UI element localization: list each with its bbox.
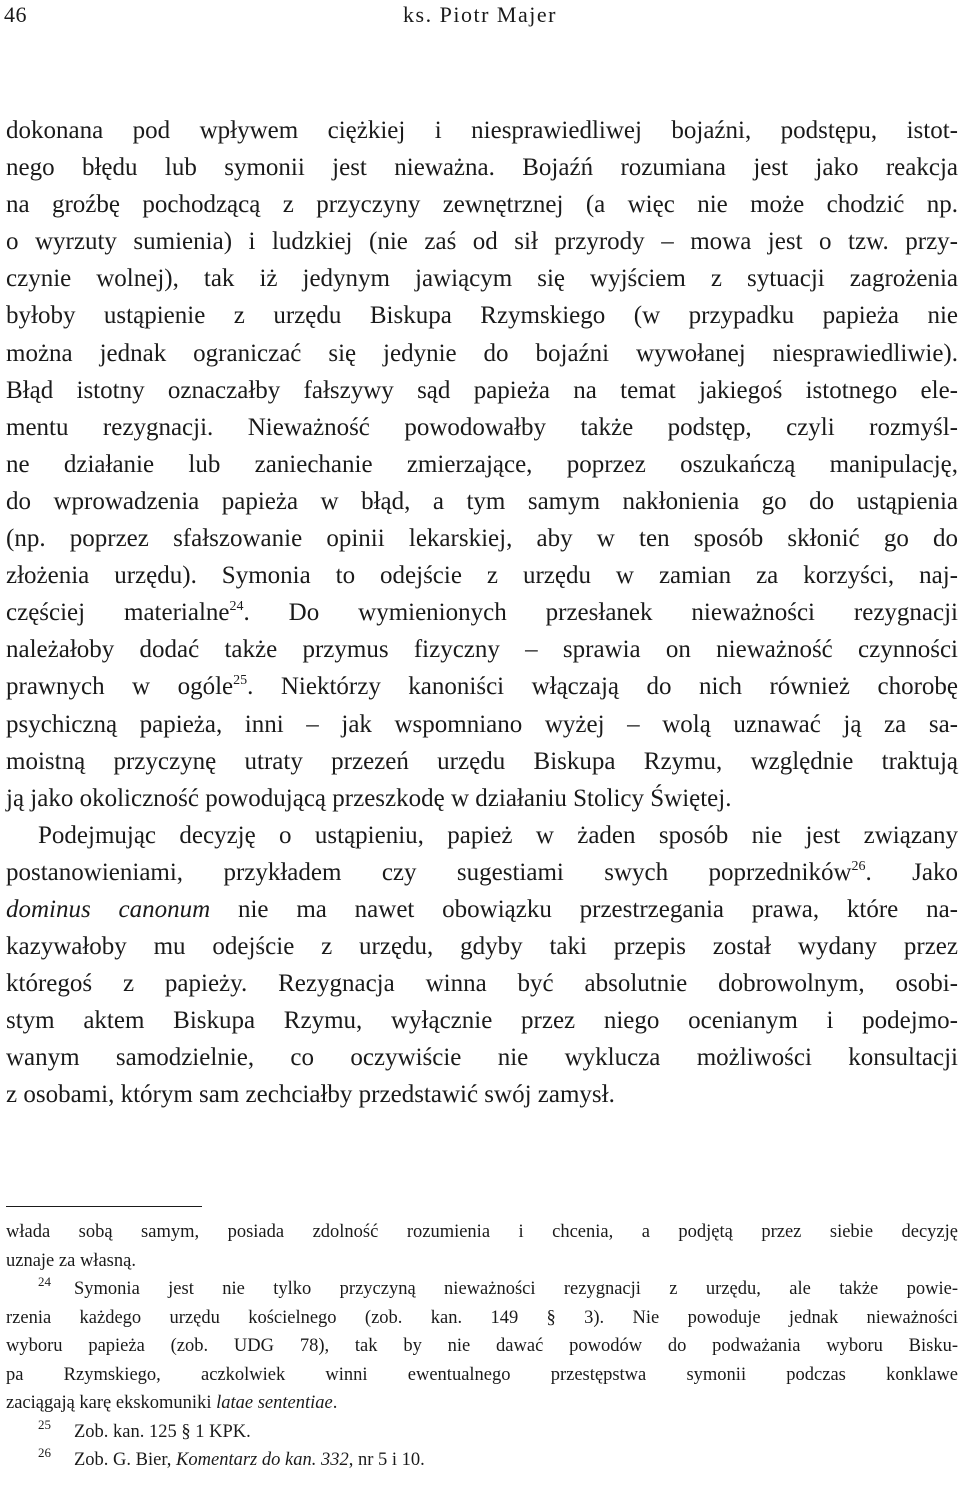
text-line: z osobami, którym sam zechciałby przedstawić swój zamysł. — [6, 1081, 615, 1109]
text-line — [6, 854, 958, 891]
text-segment: częściej materialne — [6, 599, 230, 627]
footnote-line: pa Rzymskiego, aczkolwiek winni ewentualnego przestępstwa symonii podczas konklawe — [6, 1364, 958, 1385]
footnote-25: 25 Zob. kan. 125 § 1 KPK. — [38, 1416, 251, 1442]
footnote-text: . — [332, 1393, 338, 1413]
footnotes — [6, 1218, 958, 1475]
footnote-line: wyboru papieża (zob. UDG 78), tak by nie dawać powodów do podważania wyboru Bisku- — [6, 1336, 958, 1356]
footnote-text: Zob. kan. 125 § 1 KPK. — [74, 1421, 251, 1442]
footnote-text: , nr 5 i 10. — [348, 1450, 425, 1470]
text-line: nego błędu lub symonii jest nieważna. Bojaźń rozumiana jest jako reakcja — [6, 154, 958, 182]
page-number: 46 — [4, 2, 27, 27]
text-line: o wyrzuty sumienia) i ludzkiej (nie zaś od sił przyrody – mowa jest o tzw. przy- — [6, 228, 958, 256]
text-line — [6, 891, 958, 928]
text-line: stym aktem Biskupa Rzymu, wyłącznie przez niego ocenianym i podejmo- — [6, 1007, 958, 1035]
text-line: złożenia urzędu). Symonia to odejście z urzędu w zamian za korzyści, naj- — [6, 562, 958, 590]
footnote-24: 24 Symonia jest nie tylko przyczyną nieważności rezygnacji z urzędu, ale także powie- — [38, 1274, 958, 1299]
text-line: dokonana pod wpływem ciężkiej i niesprawiedliwej bojaźni, podstępu, istot- — [6, 117, 958, 144]
text-line — [6, 594, 958, 631]
text-line: któregoś z papieży. Rezygnacja winna być absolutnie dobrowolnym, osobi- — [6, 970, 958, 998]
footnote-ref-25: 25 — [233, 673, 248, 689]
text-line: (np. poprzez sfałszowanie opinii lekarskiej, aby w ten sposób skłonić go do — [6, 525, 958, 553]
text-line: ne działanie lub zaniechanie zmierzające, poprzez oszukańczą manipulację, — [6, 450, 958, 478]
footnote-separator — [6, 1206, 202, 1207]
text-segment: . Do wymienionych przesłanek nieważności rezygnacji — [243, 599, 958, 627]
text-line: moistną przyczynę utraty przezeń urzędu Biskupa Rzymu, względnie traktują — [6, 747, 958, 775]
text-segment: postanowieniami, przykładem czy sugestiami swych poprzedników — [6, 858, 852, 886]
footnote-text: Zob. G. Bier, — [74, 1450, 177, 1470]
text-line: Błąd istotny oznaczałby fałszywy sąd papieża na temat jakiegoś istotnego ele- — [6, 376, 958, 404]
italic-term: latae sententiae — [216, 1393, 333, 1413]
footnote-26: 26 Zob. G. Bier, Komentarz do kan. 332, nr 5 i 10. — [38, 1445, 425, 1470]
text-line: psychiczną papieża, inni – jak wspomniano wyżej – wolą uznawać ją za sa- — [6, 710, 958, 738]
italic-term: dominus canonum — [6, 895, 211, 923]
text-line: kazywałoby mu odejście z urzędu, gdyby taki przepis został wydany przez — [6, 933, 958, 961]
text-segment: prawnych w ogóle — [6, 673, 234, 701]
text-line: mentu rezygnacji. Nieważność powodowałby także podstęp, czyli rozmyśl- — [6, 413, 958, 441]
text-line: należałoby dodać także przymus fizyczny – sprawia on nieważność czynności — [6, 636, 958, 664]
footnote-continuation-line: uznaje za własną. — [6, 1250, 136, 1271]
paragraph-start-line: Podejmując decyzję o ustąpieniu, papież w żaden sposób nie jest związany — [38, 821, 958, 849]
text-line: wanym samodzielnie, co oczywiście nie wyklucza możliwości konsultacji — [6, 1044, 958, 1072]
main-text — [6, 112, 958, 1114]
text-line: byłoby ustąpienie z urzędu Biskupa Rzymskiego (w przypadku papieża nie — [6, 302, 958, 330]
text-line: można jednak ograniczać się jedynie do bojaźni wywołanej niesprawiedliwie). — [6, 339, 958, 367]
italic-title: Komentarz do kan. 332 — [176, 1450, 349, 1470]
text-line: czynie wolnej), tak iż jedynym jawiącym się wyjściem z sytuacji zagrożenia — [6, 265, 958, 293]
footnote-continuation-line: włada sobą samym, posiada zdolność rozumienia i chcenia, a podjętą przez siebie decyzję — [6, 1222, 958, 1242]
footnote-text: Symonia jest nie tylko przyczyną nieważności rezygnacji z urzędu, ale także powie- — [74, 1279, 958, 1299]
footnote-ref-26: 26 — [851, 858, 866, 874]
footnote-ref-24: 24 — [229, 599, 244, 615]
text-line: na groźbę pochodzącą z przyczyny zewnętrznej (a więc nie może chodzić np. — [6, 191, 958, 219]
text-line: do wprowadzenia papieża w błąd, a tym samym nakłonienia go do ustąpienia — [6, 487, 958, 515]
running-head-author: ks. Piotr Majer — [403, 2, 557, 27]
footnote-line: rzenia każdego urzędu kościelnego (zob. kan. 149 § 3). Nie powoduje jednak nieważności — [6, 1307, 958, 1328]
footnote-line — [6, 1389, 958, 1418]
text-line — [6, 668, 958, 705]
text-segment: . Jako — [865, 858, 958, 886]
text-segment: . Niektórzy kanoniści włączają do nich również chorobę — [247, 673, 958, 701]
text-line: ją jako okoliczność powodującą przeszkodę w działaniu Stolicy Świętej. — [6, 784, 732, 812]
text-segment: nie ma nawet obowiązku przestrzegania prawa, które na- — [210, 895, 958, 923]
footnote-text: zaciągają karę ekskomuniki — [6, 1393, 217, 1413]
